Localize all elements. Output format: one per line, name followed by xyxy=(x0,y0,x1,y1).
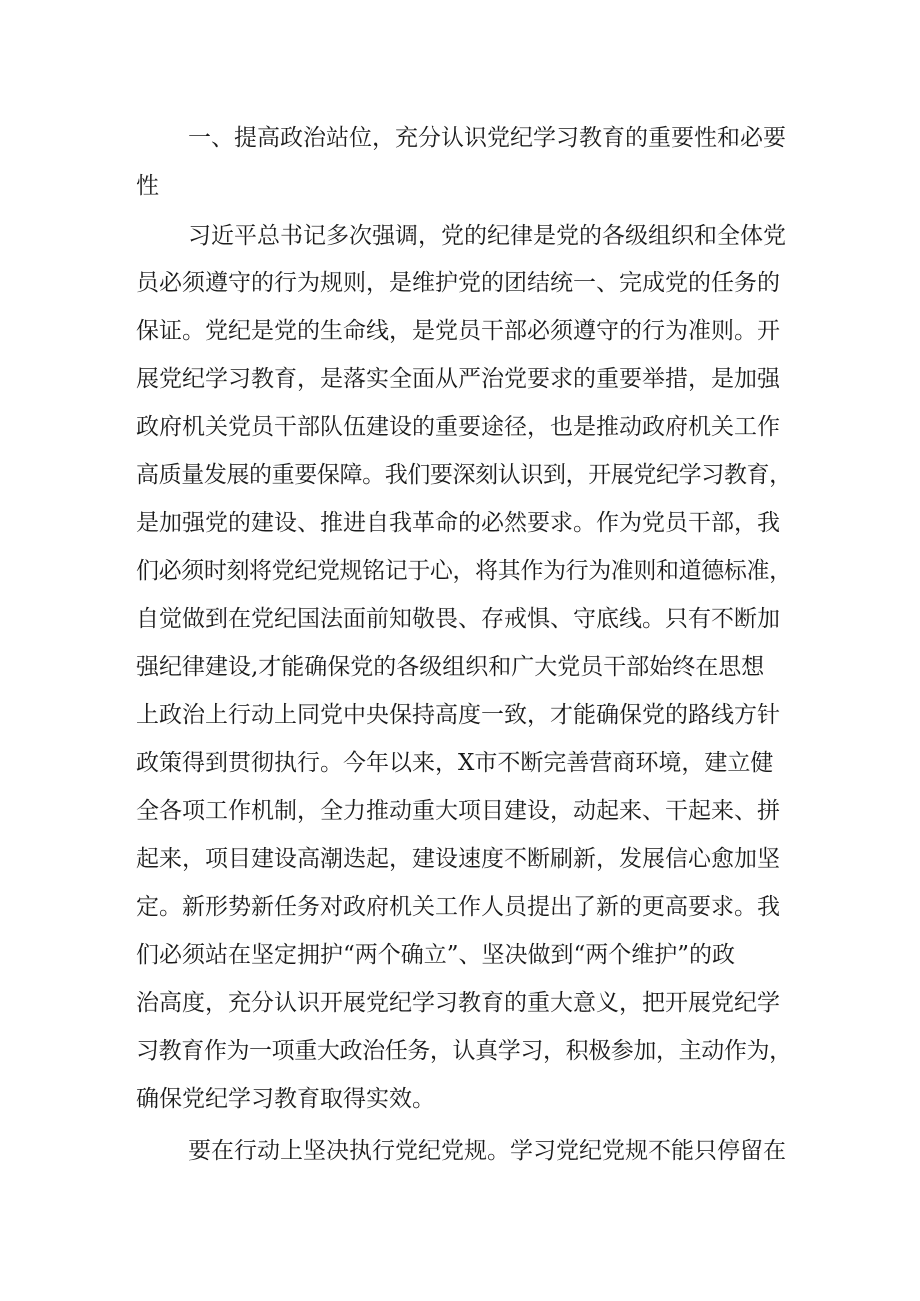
paragraph-line: 要在行动上坚决执行党纪党规。学习党纪党规不能只停留在 xyxy=(188,1138,786,1164)
paragraph-line: 政府机关党员干部队伍建设的重要途径，也是推动政府机关工作 xyxy=(136,414,780,440)
section-heading-continuation: 性 xyxy=(136,173,159,199)
paragraph-line: 全各项工作机制，全力推动重大项目建设，动起来、干起来、拼 xyxy=(136,798,780,824)
section-heading: 一、提高政治站位，充分认识党纪学习教育的重要性和必要 xyxy=(188,125,786,151)
paragraph-line: 展党纪学习教育，是落实全面从严治党要求的重要举措，是加强 xyxy=(136,366,780,392)
paragraph-line: 保证。党纪是党的生命线，是党员干部必须遵守的行为准则。开 xyxy=(136,318,780,344)
paragraph-line: 起来，项目建设高潮迭起，建设速度不断刷新，发展信心愈加坚 xyxy=(136,846,780,872)
paragraph-line: 员必须遵守的行为规则，是维护党的团结统一、完成党的任务的 xyxy=(136,270,780,296)
paragraph-line: 确保党纪学习教育取得实效。 xyxy=(136,1086,435,1112)
paragraph-line: 上政治上行动上同党中央保持高度一致，才能确保党的路线方针 xyxy=(136,702,780,728)
paragraph-line: 定。新形势新任务对政府机关工作人员提出了新的更高要求。我 xyxy=(136,894,780,920)
paragraph-line: 习教育作为一项重大政治任务，认真学习，积极参加，主动作为， xyxy=(136,1038,792,1064)
paragraph-line: 治高度，充分认识开展党纪学习教育的重大意义，把开展党纪学 xyxy=(136,990,780,1016)
paragraph-line: 习近平总书记多次强调，党的纪律是党的各级组织和全体党 xyxy=(188,223,786,249)
paragraph-line: 是加强党的建设、推进自我革命的必然要求。作为党员干部，我 xyxy=(136,510,780,536)
paragraph-line: 们必须站在坚定拥护“两个确立”、坚决做到“两个维护”的政 xyxy=(136,942,736,968)
paragraph-line: 自觉做到在党纪国法面前知敬畏、存戒惧、守底线。只有不断加 xyxy=(136,606,780,632)
paragraph-line: 政策得到贯彻执行。今年以来，X市不断完善营商环境，建立健 xyxy=(136,750,774,776)
paragraph-line: 们必须时刻将党纪党规铭记于心，将其作为行为准则和道德标准， xyxy=(136,558,792,584)
paragraph-line: 强纪律建设,才能确保党的各级组织和广大党员干部始终在思想 xyxy=(136,654,765,680)
paragraph-line: 高质量发展的重要保障。我们要深刻认识到，开展党纪学习教育， xyxy=(136,462,792,488)
